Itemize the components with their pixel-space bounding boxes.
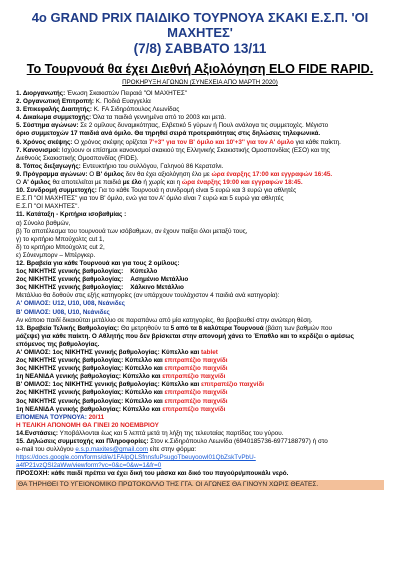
round-date-heading: (7/8) ΣΑΒΒΑΤΟ 13/11 [133,41,267,56]
section-text: για κάθε παίκτη. [293,138,341,146]
prize-award: Κύπελλο [122,405,150,413]
prize-extra: επιτραπέζιο παιχνίδι [164,365,228,373]
mask-notice: ΠΡΟΣΟΧΗ: κάθε παιδί πρέπει να έχει δική του μάσκα και δικό του παγούρι/μπουκάλι νερό. [16,470,289,478]
section-text: Ισχύουν οι επίσημοι κανονισμοί σκακιού της Ελληνικής Σκακιστικής Ομοσπονδίας (ΕΣΟ) και της [60,146,330,154]
group-b-categories: Β' ΟΜΙΛΟΣ: U08, U10, Νεάνιδες [16,308,110,316]
tiebreak-c: γ) το κριτήριο Μπούχολτς cut 1, [16,235,105,243]
section-label: 2. Οργανωτική Επιτροπή: [16,98,94,106]
system-line [16,122,384,130]
group-a-time: ώρα έναρξης 19:00 και εγγραφών 18:45. [181,179,303,187]
prize-rank: 1ος ΝΙΚΗΤΗΣ γενικής βαθμολογίας: [16,268,124,276]
section-text: Υποβάλλονται έως και 5 λεπτά μετά τη λήξη της τελευταίας παρτίδας του γύρου. [58,429,284,437]
section-text: Θα μετρηθούν τα [119,324,171,332]
final-standings-line [16,325,384,333]
final-a-1st [16,349,384,357]
prize-award: Κύπελλο [130,268,158,276]
prize-award: Κύπελλο [124,365,152,373]
section-label: 15. Δηλώσεις συμμετοχής και Πληροφορίες: [16,438,149,446]
prize-and: και [188,381,201,389]
prize-award: Ασημένιο Μετάλλιο [130,276,189,284]
section-text: e-mail του συλλόγου [16,446,76,454]
elo-emphasis: με έλο [122,179,142,187]
section-label: 10. Συνδρομή συμμετοχής: [16,187,97,195]
prize-extra: επιτραπέζιο παιχνίδι [200,381,265,389]
form-link[interactable]: https://docs.google.com/forms/d/e/1FAIpQLSfnnsfuPsugoTbeuyoowI01QbZskTvPbU- [16,454,256,462]
elo-rating-title: Το Τουρνουά θα έχει Διεθνή Αξιολόγηση ELO FIDE RAPID. [26,62,374,76]
prize-award: Χάλκινο Μετάλλιο [130,284,184,292]
section-label: 5. Σύστημα αγώνων: [16,122,79,130]
tiebreak-e: ε) Σόνενμπορν – Μπέργκερ. [16,251,96,259]
section-text: Κ. Ποδιά Ευαγγελία [93,98,151,106]
eligibility-line [16,114,384,122]
section-label: 14.Ενστάσεις: [16,429,58,437]
final-b-3rd [16,398,384,406]
section-text: Εντευκτήριο του συλλόγου, Γαληνού 86 Κερατσίνι. [80,162,224,170]
time-control-highlight: 7'+3'' για τον Β' όμιλο και 10'+3'' για τον Α' όμιλο [149,138,294,146]
section-label: 6. Χρόνος σκέψης: [16,138,73,146]
fee-line [16,187,384,195]
section-label: 13. Βραβεία Τελικής Βαθμολογίας: [16,324,120,332]
prize-award: Κύπελλο [161,381,189,389]
group-b-time: ώρα έναρξης 17:00 και εγγραφών 16:45. [211,170,333,178]
prize-extra: επιτραπέζιο παιχνίδι [162,405,226,413]
section-label: 8. Τόπος διεξαγωγής: [16,162,81,170]
prize-rank: 3ος ΝΙΚΗΤΗΣ γενικής βαθμολογίας: [16,365,125,373]
prize-extra: επιτραπέζιο παιχνίδι [162,373,226,381]
prize-extra: επιτραπέζιο παιχνίδι [164,357,228,365]
email-link[interactable]: e.s.p.maxites@gmail.com [75,446,149,454]
announcement-page [0,10,400,576]
section-text: Σε 2 ομίλους δυναμικότητας, Ελβετικό 5 γύρων ή Πουλ ανάλογα τις συμμετοχές. Μέγιστο [78,122,329,130]
form-link-continued[interactable]: a4fP21vzQSI2aWw/viewform?vc=0&c=0&w=1&fr=0 [16,462,162,470]
section-text: Όλα τα παιδιά γεννημένα από το 2003 και μετά. [91,114,226,122]
best-of-emphasis: 5 από τα 8 καλύτερα Τουρνουά [170,324,264,332]
medals-note: Μετάλλιο θα δοθούν στις εξής κατηγορίες (αν υπάρχουν τουλάχιστον 4 παιδιά ανά κατηγορία): [16,292,280,300]
prize-rank: 2ος ΝΙΚΗΤΗΣ γενικής βαθμολογίας: [16,389,125,397]
final-b-girl [16,406,384,414]
prize-2nd [16,276,384,284]
next-label: ΕΠΟΜΕΝΑ ΤΟΥΡΝΟΥΑ: [16,413,89,421]
committee-line [16,98,384,106]
next-tournaments [16,414,384,422]
announcement-subtitle: ΠΡΟΚΗΡΥΞΗ ΑΓΩΝΩΝ (ΣΥΝΕΧΕΙΑ ΑΠΟ ΜΑΡΤΗ 2020) [122,79,278,86]
final-a-girl [16,373,384,381]
prize-and: και [151,365,165,373]
section-text: δεν θα έχει αξιολόγηση έλο με [124,170,212,178]
section-text: Στον κ.Σιδηρόπουλο Λεωνίδα (6940185736-6977188797) ή στο [148,438,328,446]
prize-award: Κύπελλο [124,357,152,365]
section-label: 7. Κανονισμοί: [16,146,61,154]
prize-award: Κύπελλο [161,349,189,356]
fee-line-2: Ε.Σ.Π "ΟΙ ΜΑΧΗΤΕΣ" για τον Β' όμιλο, ενώ για τον Α' όμιλο είναι 7 ευρώ και 5 ευρώ για αθλητές [16,195,284,203]
prize-extra: tablet [200,349,218,356]
final-standings-line-3: επόμενος της βαθμολογίας. [16,340,100,348]
fee-line-3: Ε.Σ.Π "ΟΙ ΜΑΧΗΤΕΣ". [16,203,80,211]
prize-rank: 2ος ΝΙΚΗΤΗΣ γενικής βαθμολογίας: [16,357,125,365]
prize-1st [16,268,384,276]
section-text: Ένωση Σκακιστών Πειραιά "ΟΙ ΜΑΧΗΤΕΣ" [65,90,188,97]
prize-rank: Β' ΟΜΙΛΟΣ: 1ος ΝΙΚΗΤΗΣ γενικής βαθμολογίας: [16,381,162,389]
prize-award: Κύπελλο [124,397,152,405]
section-text: Κ. FA Σιδηρόπουλος Λεωνίδας [91,106,180,114]
final-b-2nd [16,389,384,397]
next-date: 20/11 [88,413,105,421]
section-label: 9. Πρόγραμμα αγώνων: [16,170,88,178]
section-text: Για το κάθε Τουρνουά η συνδρομή είναι 5 ευρώ και 3 ευρώ για αθλητές [96,187,297,195]
prize-3rd [16,284,384,292]
prize-award: Κύπελλο [122,373,150,381]
prize-extra: επιτραπέζιο παιχνίδι [164,389,228,397]
objections-line [16,430,384,438]
section-label: 3. Επικεφαλής Διαιτητής: [16,106,92,114]
rules-line [16,147,384,155]
prize-and: και [151,389,165,397]
registration-line [16,438,384,446]
organizer-line [16,90,384,98]
schedule-line [16,171,384,179]
group-a-label: Α' όμιλος [22,179,51,187]
tiebreak-b: β) Το αποτέλεσμα του τουρνουά των ισόβαθμων, αν έχουν παίξει όλοι μεταξύ τους, [16,227,248,235]
prize-extra: επιτραπέζιο παιχνίδι [164,397,228,405]
section-text: Ο χρόνος σκέψης ορίζεται [72,138,150,146]
prize-award: Κύπελλο [124,389,152,397]
medal-rule-note: Αν κάποιο παιδί δικαιούται μετάλλιο σε παραπάνω από μία κατηγορίες, θα βραβευθεί στην ανώτερη θέση. [16,316,313,324]
section-text: (βάση των βαθμών που [263,324,332,332]
final-b-1st [16,381,384,389]
group-b-label: Β' όμιλος [96,170,124,178]
venue-line [16,163,384,171]
section-text: Ο [87,170,96,178]
section-text: είτε στην φόρμα: [148,446,197,454]
tiebreak-d: δ) το κριτήριο Μπούχολτς cut 2, [16,243,105,251]
form-link-line [16,454,384,462]
group-a-categories: Α' ΟΜΙΛΟΣ: U12, U10, U08, Νεάνιδες [16,300,125,308]
time-control-line [16,139,384,147]
arbiter-line [16,106,384,114]
final-a-2nd [16,357,384,365]
section-text: Ο [16,179,23,187]
prize-and: και [188,349,201,356]
prize-rank: 2ος ΝΙΚΗΤΗΣ γενικής βαθμολογίας: [16,276,124,284]
schedule-line-2 [16,179,384,187]
system-line-2: όριο συμμετοχών 17 παιδιά ανά όμιλο. Θα τηρηθεί σειρά προτεραιότητας στις δηλώσεις τηλεφωνικά. [16,130,321,138]
prize-rank: 1η ΝΕΑΝΙΔΑ γενικής βαθμολογίας: [16,373,123,381]
final-standings-line-2: μάζεψε) για κάθε παίκτη. Ο Αθλητής που δεν βρίσκεται στην απονομή χάνει το Έπαθλο και το κερδίζει ο αμέσως [16,332,354,340]
prize-rank: 3ος ΝΙΚΗΤΗΣ γενικής βαθμολογίας: [16,284,124,292]
prize-rank: 1η ΝΕΑΝΙΔΑ γενικής βαθμολογίας: [16,405,123,413]
final-a-3rd [16,365,384,373]
form-link-line-2 [16,462,384,470]
section-label: 1. Διοργανωτής: [16,90,66,97]
tournament-heading: 4ο GRAND PRIX ΠΑΙΔΙΚΟ ΤΟΥΡΝΟΥΑ ΣΚΑΚΙ Ε.Σ.Π. 'ΟΙ ΜΑΧΗΤΕΣ' [31,10,369,40]
health-protocol-warning: ΘΑ ΤΗΡΗΘΕΙ ΤΟ ΥΓΕΙΟΝΟΜΙΚΟ ΠΡΩΤΟΚΟΛΛΟ ΤΗΣ ΓΓΑ. ΟΙ ΑΓΩΝΕΣ ΘΑ ΓΙΝΟΥΝ ΧΩΡΙΣ ΘΕΑΤΕΣ. [16,480,384,490]
prizes-heading: 12. Βραβεία για κάθε Τουρνουά και για τους 2 ομίλους: [16,259,180,267]
announcement-body [16,90,384,490]
section-label: 4. Δικαίωμα συμμετοχής: [16,114,92,122]
prize-rank: Α' ΟΜΙΛΟΣ: 1ος ΝΙΚΗΤΗΣ γενικής βαθμολογίας: [16,349,162,356]
prize-and: και [151,357,165,365]
final-ceremony-note: Η ΤΕΛΙΚΗ ΑΠΟΝΟΜΗ ΘΑ ΓΙΝΕΙ 20 ΝΟΕΜΒΡΙΟΥ [16,421,159,429]
tiebreak-heading: 11. Κατάταξη - Κριτήρια ισοβαθμίας : [16,211,127,219]
section-text: ή χωρίς και η [141,179,182,187]
prize-and: και [149,405,163,413]
section-text: θα αποτελείται με παιδιά [50,179,123,187]
rules-line-2: Διεθνούς Σκακιστικής Ομοσπονδίας (FIDE). [16,154,139,162]
tiebreak-a: α) Σύνολο βαθμών, [16,219,71,227]
prize-and: και [151,397,165,405]
registration-line-2 [16,446,384,454]
prize-and: και [149,373,163,381]
prize-rank: 3ος ΝΙΚΗΤΗΣ γενικής βαθμολογίας: [16,397,125,405]
